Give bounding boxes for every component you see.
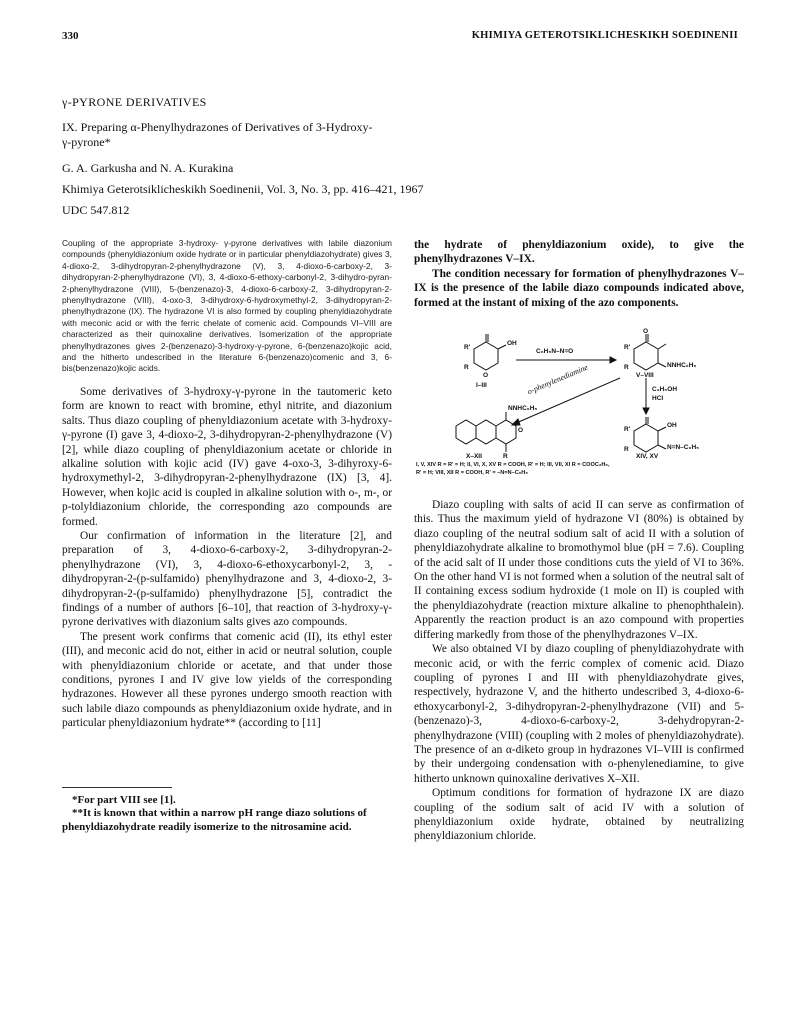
atom-label-rp: R' bbox=[464, 344, 471, 352]
compound-label-x-xii: X–XII bbox=[466, 453, 482, 461]
reagent-label-phenylenediamine: o-phenylenediamine bbox=[526, 362, 590, 397]
body-paragraph: Our confirmation of information in the literature [2], and preparation of 3, 4-dioxo-6-carboxy-2, 3-dihydropyran-2-phenylhydrazone (VI), 3, 4-dioxo-6-ethoxycarbonyl-2, 3, -dihydropyran-2-(p-sulfamido) phenylhydrazone and 3, 4-dioxo-2, 3-dihydropyran-2-(p-sulfamido) phenylhydrazone [5], contradict the findings of a number of authors [6–10], that reaction of 3-hydroxy-γ-pyrone derivatives with diazonium salts gives azo compounds. bbox=[62, 529, 392, 629]
body-paragraph: Diazo coupling with salts of acid II can serve as confirmation of this. Thus the maximum yield of hydrazone VI (80%) is obtained by diazo coupling of the neutral sodium salt of acid II with a solution of phenyldiazohydrate alkaline to bromothymol blue (pH = 7.6). Coupling of the acid salt of II under those conditions cuts the yield of VI to 36%. On the other hand VI is not formed when a solution of the neutral salt of II containing excess sodium hydroxide (1 mole on II) is coupled with the phenyldiazohydrate (reaction mixture alkaline to phenophthalein). Apparently the reaction product is an azo compound with properties differing markedly from those of the phenylhydrazones V–IX. bbox=[414, 499, 744, 641]
article-title-line-2: γ-pyrone* bbox=[62, 135, 111, 149]
footnote: *For part VIII see [1]. bbox=[72, 793, 176, 806]
body-paragraph: the hydrate of phenyldiazonium oxide), to give the phenylhydrazones V–IX. bbox=[414, 239, 744, 266]
article-title-line-1: IX. Preparing α-Phenylhydrazones of Derivatives of 3-Hydroxy- bbox=[62, 120, 373, 134]
pyrone-ring-bottom bbox=[634, 424, 658, 452]
journal-name: KHIMIYA GETEROTSIKLICHESKIKH SOEDINENII bbox=[471, 30, 738, 41]
left-column bbox=[62, 238, 392, 835]
pyrone-ring-right bbox=[634, 342, 658, 370]
udc-code: UDC 547.812 bbox=[62, 203, 130, 217]
group-label-oh: OH bbox=[507, 340, 517, 348]
article-title bbox=[62, 120, 742, 150]
running-head bbox=[62, 30, 738, 44]
reagent-label-nitroso: C₆H₅N–N=O bbox=[536, 348, 574, 356]
body-paragraph: Optimum conditions for formation of hydrazone IX are diazo coupling of the sodium salt of acid IV with a solution of phenyldiazonium oxide hydrate, obtained by neutralizing phenyldiazonium chloride. bbox=[414, 787, 744, 843]
quinoxaline-benzene-ring bbox=[456, 420, 476, 444]
pyrone-ring-left bbox=[474, 342, 498, 370]
reaction-scheme bbox=[414, 328, 744, 478]
reaction-arrow-diagonal bbox=[514, 378, 620, 424]
abstract: Coupling of the appropriate 3-hydroxy- γ-pyrone derivatives with labile diazonium compounds (phenyldiazonium oxide hydrate or in particular phenyldiazohydrate) gives 3, 4-dioxo-2, 3-dihydropyran-2-phenylhydrazone (V), 3, 4-dioxo-6-carboxy-2, 3-dihydropyran-2-phenylhydrazone (VI), 3, 4-dioxo-6-ethoxy-carbonyl-2, 3-dihydro-pyran-2-phenylhydrazone (VIII), 5-(benzenazo)-3, 4-dioxo-6-carboxy-2, 3-dihydropyran-2-phenylhydrazone (VIII), 4-oxo-3, 3-dihydroxy-6-hydroxymethyl-2, 3-dihydropyran-2-phenylhydrazone (IX). The hydrazone VI is also formed by coupling phenyldiazohydrate with meconic acid or with the ferric chelate of comenic acid. Compounds VI–VIII are characterized as their quinoxaline derivatives. Isomerization of the appropriate phenylhydrazones gives 2-(benzenazo)-3-hydroxy-γ-pyrone, 6-(benzenazo)kojic acid, and the hitherto undescribed in the literature 6-(benzenazo)comenic and 3, 6-bis(benzenazo)kojic acids. bbox=[62, 238, 392, 374]
compound-label-xiv-xv: XIV, XV bbox=[636, 453, 659, 461]
body-paragraph: The condition necessary for formation of phenylhydrazones V–IX is the presence of the labile diazo compounds indicated above, formed at the instant of mixing of the azo components. bbox=[414, 267, 744, 309]
scheme-legend-line-1: I, V, XIV R = R' = H; II, VI, X, XV R = COOH, R' = H; III, VII, XI R = COOC₂H₅, bbox=[416, 462, 610, 469]
body-paragraph: We also obtained VI by diazo coupling of phenyldiazohydrate with meconic acid, or with the ferric complex of comenic acid. Diazo coupling of pyrones I and III with phenyldiazohydrate gives, respectively, hydrazone V, and the hitherto undescribed 3, 4-dioxo-6-ethoxycarbonyl-2, 3-dihydropyran-2-phenylhydrazone (VII) and 5-(benzenazo)-3, 4-dioxo-6-carboxy-2, 3-dehydropyran-2-phenylhydrazone (VIII) (coupling with 2 moles of phenyldiazohydrate). The presence of an α-diketo group in hydrazones VI–VIII is confirmed by their undergoing condensation with o-phenylenediamine, to give hitherto unknown quinoxaline derivatives X–XII. bbox=[414, 643, 744, 785]
page-number: 330 bbox=[62, 30, 79, 42]
reagent-label-ethanol: C₂H₅OH bbox=[652, 386, 678, 394]
series-title: γ-PYRONE DERIVATIVES bbox=[62, 95, 207, 109]
scheme-legend-line-2: R' = H; VIII, XII R = COOH, R' = –N=N–C₆H₅ bbox=[416, 470, 528, 477]
reagent-label-hcl: HCl bbox=[652, 395, 664, 403]
footnote: **It is known that within a narrow pH range diazo solutions of phenyldiazohydrate readily isomerize to the nitrosamine acid. bbox=[62, 807, 367, 834]
atom-label-r: R bbox=[624, 446, 629, 454]
group-label-nnh: NNHC₆H₅ bbox=[667, 362, 697, 370]
atom-label-o: O bbox=[483, 372, 489, 380]
atom-label-r: R bbox=[464, 364, 469, 372]
compound-label-i-iii: I–III bbox=[476, 382, 487, 390]
authors: G. A. Garkusha and N. A. Kurakina bbox=[62, 161, 234, 175]
column-spacer bbox=[62, 731, 392, 787]
right-column bbox=[414, 238, 744, 844]
atom-label-o: O bbox=[518, 427, 524, 435]
compound-label-v-viii: V–VIII bbox=[636, 372, 654, 380]
citation: Khimiya Geterotsiklicheskikh Soedinenii, Vol. 3, No. 3, pp. 416–421, 1967 bbox=[62, 182, 424, 196]
atom-label-rp: R' bbox=[624, 426, 631, 434]
atom-label-r: R bbox=[624, 364, 629, 372]
body-paragraph: Some derivatives of 3-hydroxy-γ-pyrone in the tautomeric keto form are known to react with bromine, ethyl nitrite, and diazonium salts. Thus diazo coupling of phenyldiazonium acetate with 3-hydroxy-γ-pyrone (I) gave 3, 4-dioxo-2, 3-dihydropyran-2-phenylhydrazone (V) [2], while diazo coupling of phenyldiazonium acetate or chloride in alkaline solution with kojic acid (IV) gave 4-oxo-3, 3-dihyroxy-6-hydroxymethyl-2, 3-dihydropyran-2-phenylhydrazone (IX) [3, 4]. However, when kojic acid is coupled in alkaline solution with o-, m-, or p-tolyldiazonium chloride, the corresponding azo compounds are formed. bbox=[62, 385, 392, 528]
atom-label-rp: R' bbox=[624, 344, 631, 352]
body-paragraph: The present work confirms that comenic acid (II), its ethyl ester (III), and meconic acid do not, either in acid or neutral solution, couple with phenyldiazonium chloride or acetate, and that under those conditions, pyrones I and IV give low yields of the corresponding hydrazones. However all these pyrones undergo smooth reaction with such labile diazo compounds as phenyldiazonium oxide hydrate, and in particular phenyldiazonium hydrate** (according to [11] bbox=[62, 630, 392, 730]
footnote-rule bbox=[62, 787, 172, 788]
article-front-matter bbox=[62, 95, 742, 218]
group-label-oh: OH bbox=[667, 422, 677, 430]
quinoxaline-pyrazine-ring bbox=[476, 420, 496, 444]
atom-label-r: R bbox=[503, 453, 508, 461]
group-label-azo: N=N–C₆H₅ bbox=[667, 444, 700, 452]
atom-label-o: O bbox=[643, 328, 649, 336]
group-label-nnh: NNHC₆H₅ bbox=[508, 405, 538, 413]
